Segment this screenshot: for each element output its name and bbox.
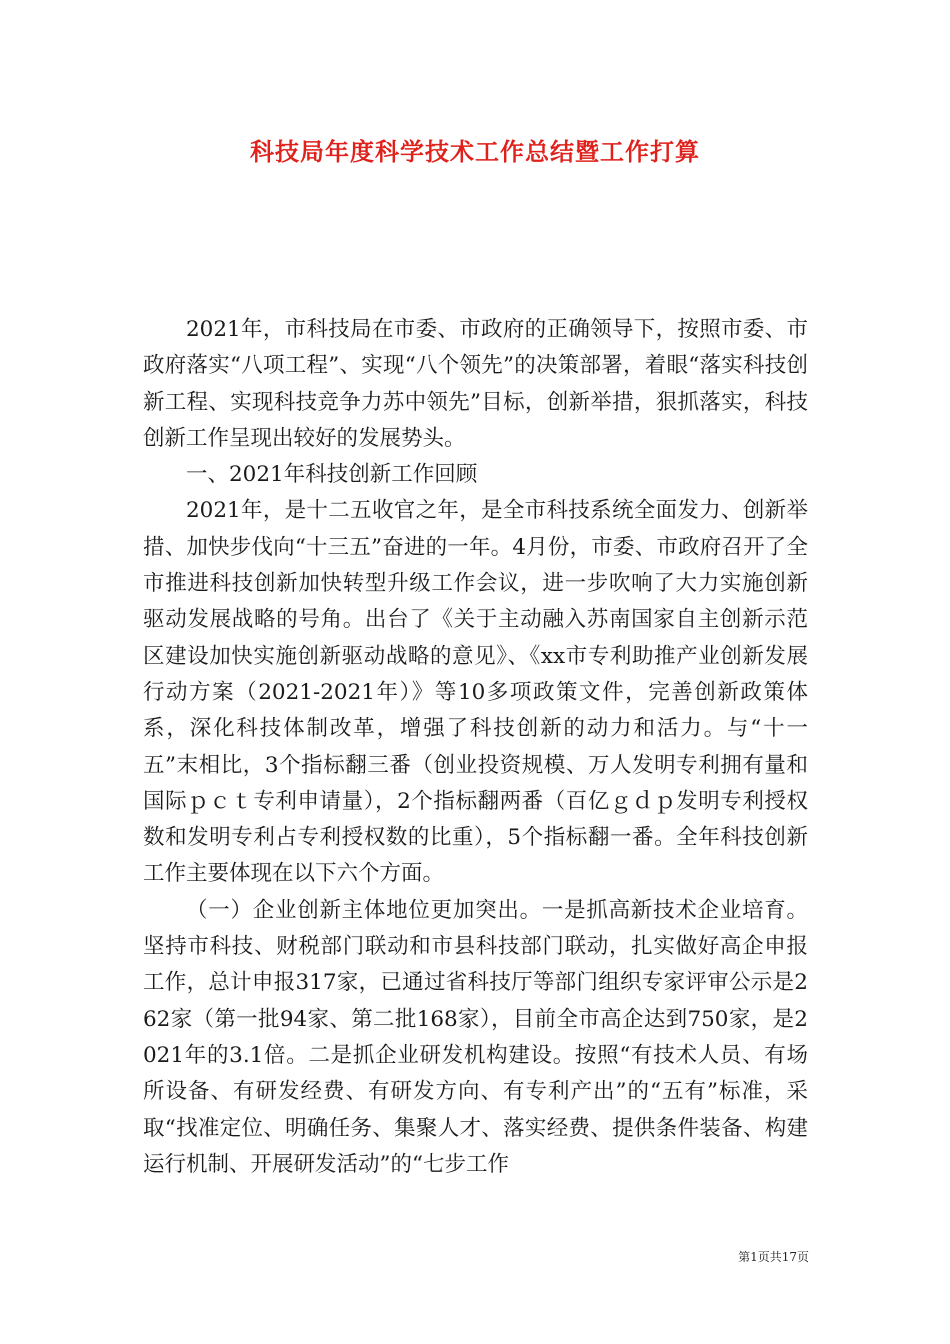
page-number: 第1页共17页: [738, 1250, 809, 1264]
document-body: [143, 312, 808, 1183]
paragraph-enterprise: （一）企业创新主体地位更加突出。一是抓高新技术企业培育。坚持市科技、财税部门联动和市县科技部门联动，扎实做好高企申报工作，总计申报317家，已通过省科技厅等部门组织专家评审公示是262家（第一批94家、第二批168家），目前全市高企达到750家，是2021年的3.1倍。二是抓企业研发机构建设。按照“有技术人员、有场所设备、有研发经费、有研发方向、有专利产出”的“五有”标准，采取“找准定位、明确任务、集聚人才、落实经费、提供条件装备、构建运行机制、开展研发活动”的“七步工作: [143, 897, 808, 1177]
paragraph-review: 2021年，是十二五收官之年，是全市科技系统全面发力、创新举措、加快步伐向“十三五”奋进的一年。4月份，市委、市政府召开了全市推进科技创新加快转型升级工作会议，进一步吹响了大力实施创新驱动发展战略的号角。出台了《关于主动融入苏南国家自主创新示范区建设加快实施创新驱动战略的意见》、《xx市专利助推产业创新发展行动方案（2021-2021年）》等10多项政策文件，完善创新政策体系，深化科技体制改革，增强了科技创新的动力和活力。与“十一五”末相比，3个指标翻三番（创业投资规模、万人发明专利拥有量和国际ｐｃｔ专利申请量），2个指标翻两番（百亿ｇｄｐ发明专利授权数和发明专利占专利授权数的比重），5个指标翻一番。全年科技创新工作主要体现在以下六个方面。: [143, 498, 808, 887]
document-title: 科技局年度科学技术工作总结暨工作打算: [250, 137, 700, 166]
paragraph-intro: 2021年，市科技局在市委、市政府的正确领导下，按照市委、市政府落实“八项工程”、实现“八个领先”的决策部署，着眼“落实科技创新工程、实现科技竞争力苏中领先”目标，创新举措，狠抓落实，科技创新工作呈现出较好的发展势头。: [143, 317, 808, 451]
section-heading: 一、2021年科技创新工作回顾: [186, 462, 478, 488]
